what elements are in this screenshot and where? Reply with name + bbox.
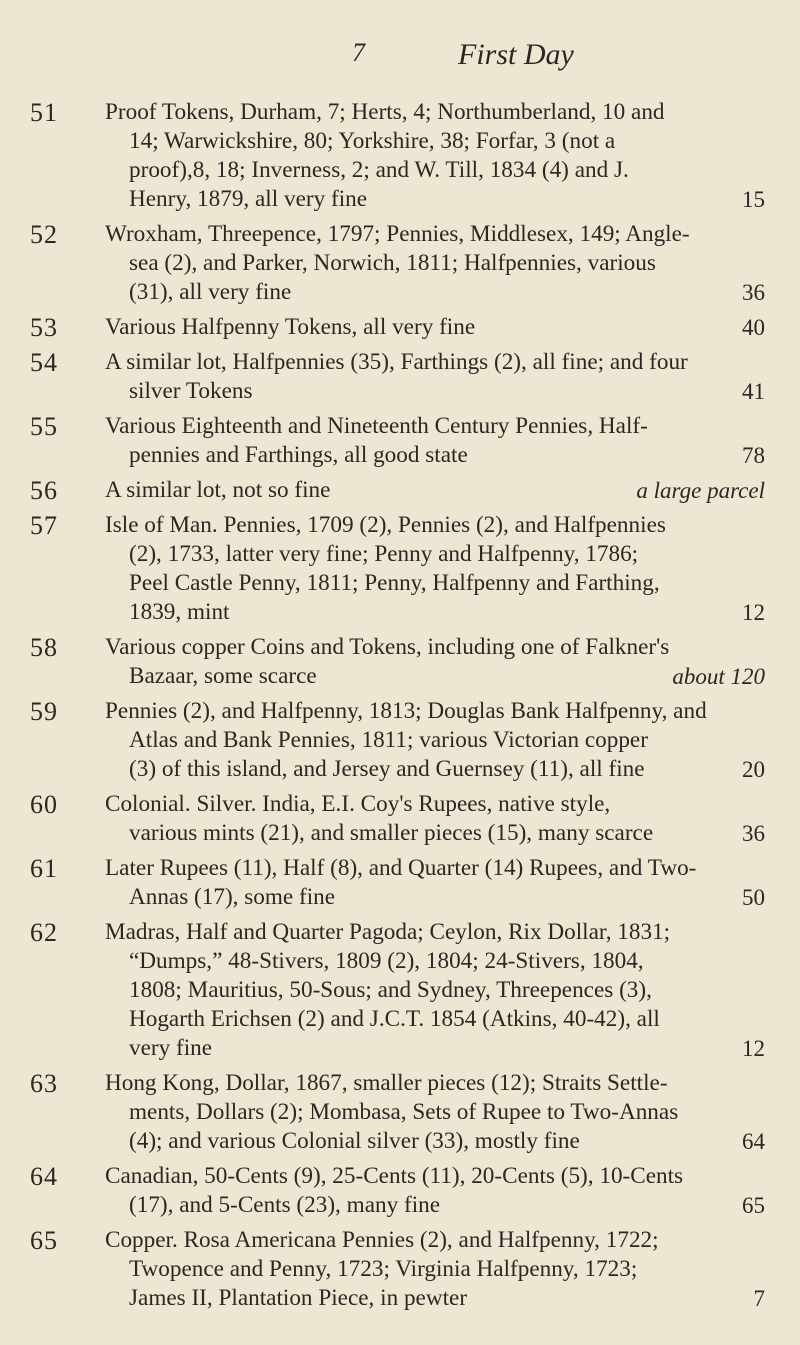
lot-line-text: Wroxham, Threepence, 1797; Pennies, Middlesex, 149; Angle-: [105, 221, 690, 247]
lot-description: [105, 918, 765, 1063]
lot-line-text: proof),8, 18; Inverness, 2; and W. Till, 1834 (4) and J.: [129, 157, 629, 183]
lot-number: 61: [30, 854, 58, 883]
lot-line: [105, 819, 765, 848]
lot-line-text: (3) of this island, and Jersey and Guernsey (11), all fine: [129, 756, 645, 782]
lot-line: [105, 1098, 765, 1127]
lot-quantity: 78: [742, 443, 765, 468]
lot-entry: [0, 98, 800, 214]
lot-number: 56: [30, 476, 58, 505]
lot-line-text: 14; Warwickshire, 80; Yorkshire, 38; Forfar, 3 (not a: [129, 128, 616, 154]
lot-line-text: Various Halfpenny Tokens, all very fine: [105, 314, 476, 340]
lot-number: 62: [30, 918, 58, 947]
lot-line: [105, 569, 765, 598]
lot-line: [105, 726, 765, 755]
lot-description: [105, 313, 765, 342]
lot-line: [105, 1191, 765, 1220]
lot-number: 51: [30, 98, 58, 127]
lot-line: [105, 1162, 765, 1191]
lot-line-text: Hogarth Erichsen (2) and J.C.T. 1854 (Atkins, 40-42), all: [129, 1006, 660, 1032]
lot-quantity: 65: [742, 1193, 765, 1218]
lot-quantity: 36: [742, 280, 765, 305]
lot-entry: [0, 633, 800, 691]
lot-line-text: Annas (17), some fine: [129, 884, 336, 910]
lot-entry: [0, 1226, 800, 1313]
lot-description: [105, 1069, 765, 1156]
lot-line-text: A similar lot, Halfpennies (35), Farthings (2), all fine; and four: [105, 349, 688, 375]
lot-line-text: ments, Dollars (2); Mombasa, Sets of Rupee to Two-Annas: [129, 1099, 679, 1125]
lot-number: 65: [30, 1226, 58, 1255]
lot-entry: [0, 790, 800, 848]
lot-number: 58: [30, 633, 58, 662]
lot-quantity: 40: [742, 315, 765, 340]
lot-entry: [0, 854, 800, 912]
lot-line: [105, 598, 765, 627]
lot-quantity: 20: [742, 757, 765, 782]
lot-line-text: silver Tokens: [129, 378, 253, 404]
running-head: First Day: [458, 38, 574, 71]
lot-line: [105, 976, 765, 1005]
lot-quantity: 41: [742, 379, 765, 404]
page-number: 7: [352, 38, 365, 67]
lot-description: [105, 790, 765, 848]
lot-line: [105, 1284, 765, 1313]
lot-line: [105, 1255, 765, 1284]
lot-description: [105, 220, 765, 307]
lot-line: [105, 1005, 765, 1034]
lot-description: [105, 476, 765, 505]
lot-line: [105, 918, 765, 947]
lot-line-text: Copper. Rosa Americana Pennies (2), and Halfpenny, 1722;: [105, 1227, 659, 1253]
lot-line: [105, 633, 765, 662]
lot-quantity: 12: [742, 600, 765, 625]
lot-entry: [0, 412, 800, 470]
lot-line: [105, 220, 765, 249]
lot-line: [105, 348, 765, 377]
lot-line: [105, 278, 765, 307]
lot-description: [105, 1226, 765, 1313]
lot-entry: [0, 220, 800, 307]
lot-line-text: Twopence and Penny, 1723; Virginia Halfpenny, 1723;: [129, 1256, 638, 1282]
lot-number: 63: [30, 1069, 58, 1098]
lot-line-text: Canadian, 50-Cents (9), 25-Cents (11), 20-Cents (5), 10-Cents: [105, 1163, 684, 1189]
lot-line-text: Proof Tokens, Durham, 7; Herts, 4; Northumberland, 10 and: [105, 99, 665, 125]
lot-quantity: 15: [742, 187, 765, 212]
lot-number: 52: [30, 220, 58, 249]
lot-line: [105, 511, 765, 540]
lot-line-text: 1808; Mauritius, 50-Sous; and Sydney, Threepences (3),: [129, 977, 652, 1003]
lot-entry: [0, 1162, 800, 1220]
lot-description: [105, 348, 765, 406]
lot-quantity: 50: [742, 885, 765, 910]
lot-number: 60: [30, 790, 58, 819]
lot-description: [105, 511, 765, 627]
lot-line-text: “Dumps,” 48-Stivers, 1809 (2), 1804; 24-Stivers, 1804,: [129, 948, 644, 974]
lot-line-text: Pennies (2), and Halfpenny, 1813; Douglas Bank Halfpenny, and: [105, 698, 707, 724]
page-header: [0, 38, 800, 78]
lot-number: 57: [30, 511, 58, 540]
lot-line-text: (31), all very fine: [129, 279, 292, 305]
lot-line: [105, 883, 765, 912]
lot-line-text: various mints (21), and smaller pieces (15), many scarce: [129, 820, 654, 846]
lot-line-text: 1839, mint: [129, 599, 230, 625]
lot-line-text: very fine: [129, 1035, 213, 1061]
lot-quantity: 12: [742, 1036, 765, 1061]
lot-line-text: (4); and various Colonial silver (33), mostly fine: [129, 1128, 580, 1154]
lot-line: [105, 1226, 765, 1255]
lot-line-text: Various copper Coins and Tokens, including one of Falkner's: [105, 634, 670, 660]
lot-line: [105, 377, 765, 406]
lot-description: [105, 633, 765, 691]
lot-line: [105, 156, 765, 185]
lot-line-text: Henry, 1879, all very fine: [129, 186, 368, 212]
lot-description: [105, 854, 765, 912]
lot-entry: [0, 348, 800, 406]
lot-line-text: Madras, Half and Quarter Pagoda; Ceylon, Rix Dollar, 1831;: [105, 919, 671, 945]
lot-description: [105, 1162, 765, 1220]
lot-line-text: Bazaar, some scarce: [129, 663, 317, 689]
lot-quantity: 64: [742, 1129, 765, 1154]
lot-entry: [0, 476, 800, 505]
lot-number: 54: [30, 348, 58, 377]
lot-quantity: about 120: [672, 664, 765, 689]
lot-line: [105, 1127, 765, 1156]
lot-line: [105, 412, 765, 441]
lot-line: [105, 1069, 765, 1098]
lot-entry: [0, 511, 800, 627]
lot-line: [105, 947, 765, 976]
lot-entry: [0, 918, 800, 1063]
lot-line-text: sea (2), and Parker, Norwich, 1811; Halfpennies, various: [129, 250, 656, 276]
lot-entry: [0, 1069, 800, 1156]
lot-line: [105, 697, 765, 726]
lot-number: 55: [30, 412, 58, 441]
lot-number: 53: [30, 313, 58, 342]
lot-line-text: Atlas and Bank Pennies, 1811; various Victorian copper: [129, 727, 648, 753]
lot-line: [105, 98, 765, 127]
lot-line: [105, 662, 765, 691]
lot-line: [105, 249, 765, 278]
lot-line-text: Peel Castle Penny, 1811; Penny, Halfpenny and Farthing,: [129, 570, 660, 596]
lot-number: 59: [30, 697, 58, 726]
lot-line-text: (17), and 5-Cents (23), many fine: [129, 1192, 441, 1218]
lot-line: [105, 790, 765, 819]
lot-line: [105, 755, 765, 784]
lot-list: [0, 98, 800, 1313]
lot-line: [105, 441, 765, 470]
lot-line-text: Various Eighteenth and Nineteenth Century Pennies, Half-: [105, 413, 648, 439]
lot-line: [105, 127, 765, 156]
lot-description: [105, 98, 765, 214]
lot-line-text: A similar lot, not so fine: [105, 477, 331, 503]
lot-line: [105, 185, 765, 214]
lot-line: [105, 854, 765, 883]
lot-quantity: 7: [753, 1286, 765, 1311]
lot-line-text: (2), 1733, latter very fine; Penny and Halfpenny, 1786;: [129, 541, 639, 567]
lot-line: [105, 1034, 765, 1063]
lot-line-text: Later Rupees (11), Half (8), and Quarter (14) Rupees, and Two-: [105, 855, 697, 881]
lot-line: [105, 540, 765, 569]
lot-number: 64: [30, 1162, 58, 1191]
lot-quantity: a large parcel: [636, 478, 765, 503]
lot-line: [105, 313, 765, 342]
lot-entry: [0, 697, 800, 784]
lot-line-text: Hong Kong, Dollar, 1867, smaller pieces (12); Straits Settle-: [105, 1070, 668, 1096]
lot-description: [105, 697, 765, 784]
lot-line-text: Colonial. Silver. India, E.I. Coy's Rupees, native style,: [105, 791, 611, 817]
lot-description: [105, 412, 765, 470]
lot-line-text: Isle of Man. Pennies, 1709 (2), Pennies (2), and Halfpennies: [105, 512, 666, 538]
lot-line: [105, 476, 765, 505]
lot-line-text: James II, Plantation Piece, in pewter: [129, 1285, 468, 1311]
lot-quantity: 36: [742, 821, 765, 846]
lot-entry: [0, 313, 800, 342]
lot-line-text: pennies and Farthings, all good state: [129, 442, 468, 468]
